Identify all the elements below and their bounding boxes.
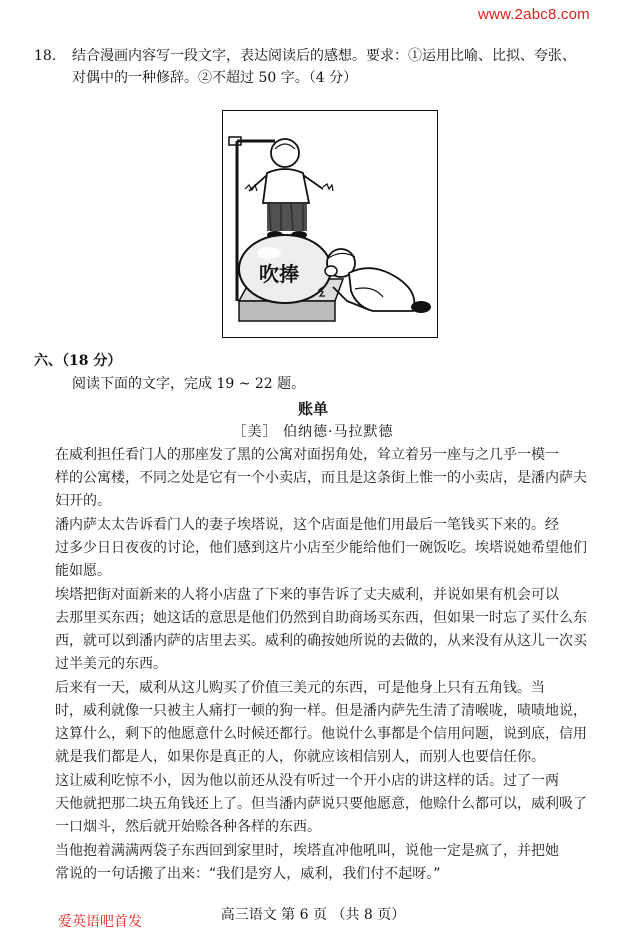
cartoon-illustration: [222, 110, 438, 338]
article-line: 样的公寓楼，不同之处是它有一个小卖店，而且是这条街上惟一的小卖店，是潘内萨夫: [55, 470, 587, 486]
article-line: 这算什么，剩下的他愿意什么时候还都行。他说什么事都是个信用问题，说到底，信用: [55, 726, 587, 742]
article-line: 这让威利吃惊不小，因为他以前还从没有听过一个开小店的讲这样的话。过了一两: [55, 773, 559, 789]
question-line-1: 结合漫画内容写一段文字，表达阅读后的感想。要求：①运用比喻、比拟、夸张、: [72, 48, 576, 64]
article-line: 埃塔把街对面新来的人将小店盘了下来的事告诉了丈夫威利，并说如果有机会可以: [55, 587, 559, 603]
section-instruction: 阅读下面的文字，完成 19 ~ 22 题。: [72, 376, 306, 392]
question-line-2: 对偶中的一种修辞。②不超过 50 字。（4 分）: [72, 70, 358, 86]
article-line: 常说的一句话搬了出来：“我们是穷人，威利，我们付不起呀。”: [55, 866, 441, 882]
article-line: 过半美元的东西。: [55, 656, 167, 672]
article-line: 时，威利就像一只被主人痛打一顿的狗一样。但是潘内萨先生清了清喉咙，啧啧地说，: [55, 703, 587, 719]
cartoon-label: 吹捧: [259, 262, 299, 286]
article-line: 天他就把那二块五角钱还上了。但当潘内萨说只要他愿意，他赊什么都可以，威利吸了: [55, 796, 587, 812]
article-title: 账单: [297, 400, 328, 418]
article-line: 过多少日日夜夜的讨论，他们感到这片小店至少能给他们一碗饭吃。埃塔说她希望他们: [55, 540, 587, 556]
article-line: 后来有一天，威利从这儿购买了价值三美元的东西，可是他身上只有五角钱。当: [55, 680, 545, 696]
article-line: 去那里买东西；她这话的意思是他们仍然到自助商场买东西，但如果一时忘了买什么东: [55, 610, 587, 626]
page-footer: 高三语文 第 6 页 （共 8 页）: [220, 907, 406, 923]
article-author: ［美］ 伯纳德·马拉默德: [232, 424, 394, 440]
article-line: 妇开的。: [55, 493, 111, 509]
watermark-url: www.2abc8.com: [478, 6, 590, 23]
article-line: 在威利担任看门人的那座发了黑的公寓对面拐角处，耸立着另一座与之几乎一模一: [55, 447, 559, 463]
article-line: 一口烟斗，然后就开始赊各种各样的东西。: [55, 819, 321, 835]
article-line: 当他抱着满满两袋子东西回到家里时，埃塔直冲他吼叫，说他一定是疯了，并把她: [55, 843, 559, 859]
article-line: 就是我们都是人，如果你是真正的人，你就应该相信别人，而别人也要信任你。: [55, 749, 545, 765]
article-line: 潘内萨太太告诉看门人的妻子埃塔说，这个店面是他们用最后一笔钱买下来的。经: [55, 517, 559, 533]
question-number: 18.: [34, 48, 57, 64]
watermark-source: 爱英语吧首发: [58, 914, 142, 930]
section-heading: 六、（18 分）: [34, 353, 122, 369]
article-line: 西，就可以到潘内萨的店里去买。威利的确按她所说的去做的，从来没有从这儿一次买: [55, 633, 587, 649]
article-line: 能如愿。: [55, 563, 111, 579]
